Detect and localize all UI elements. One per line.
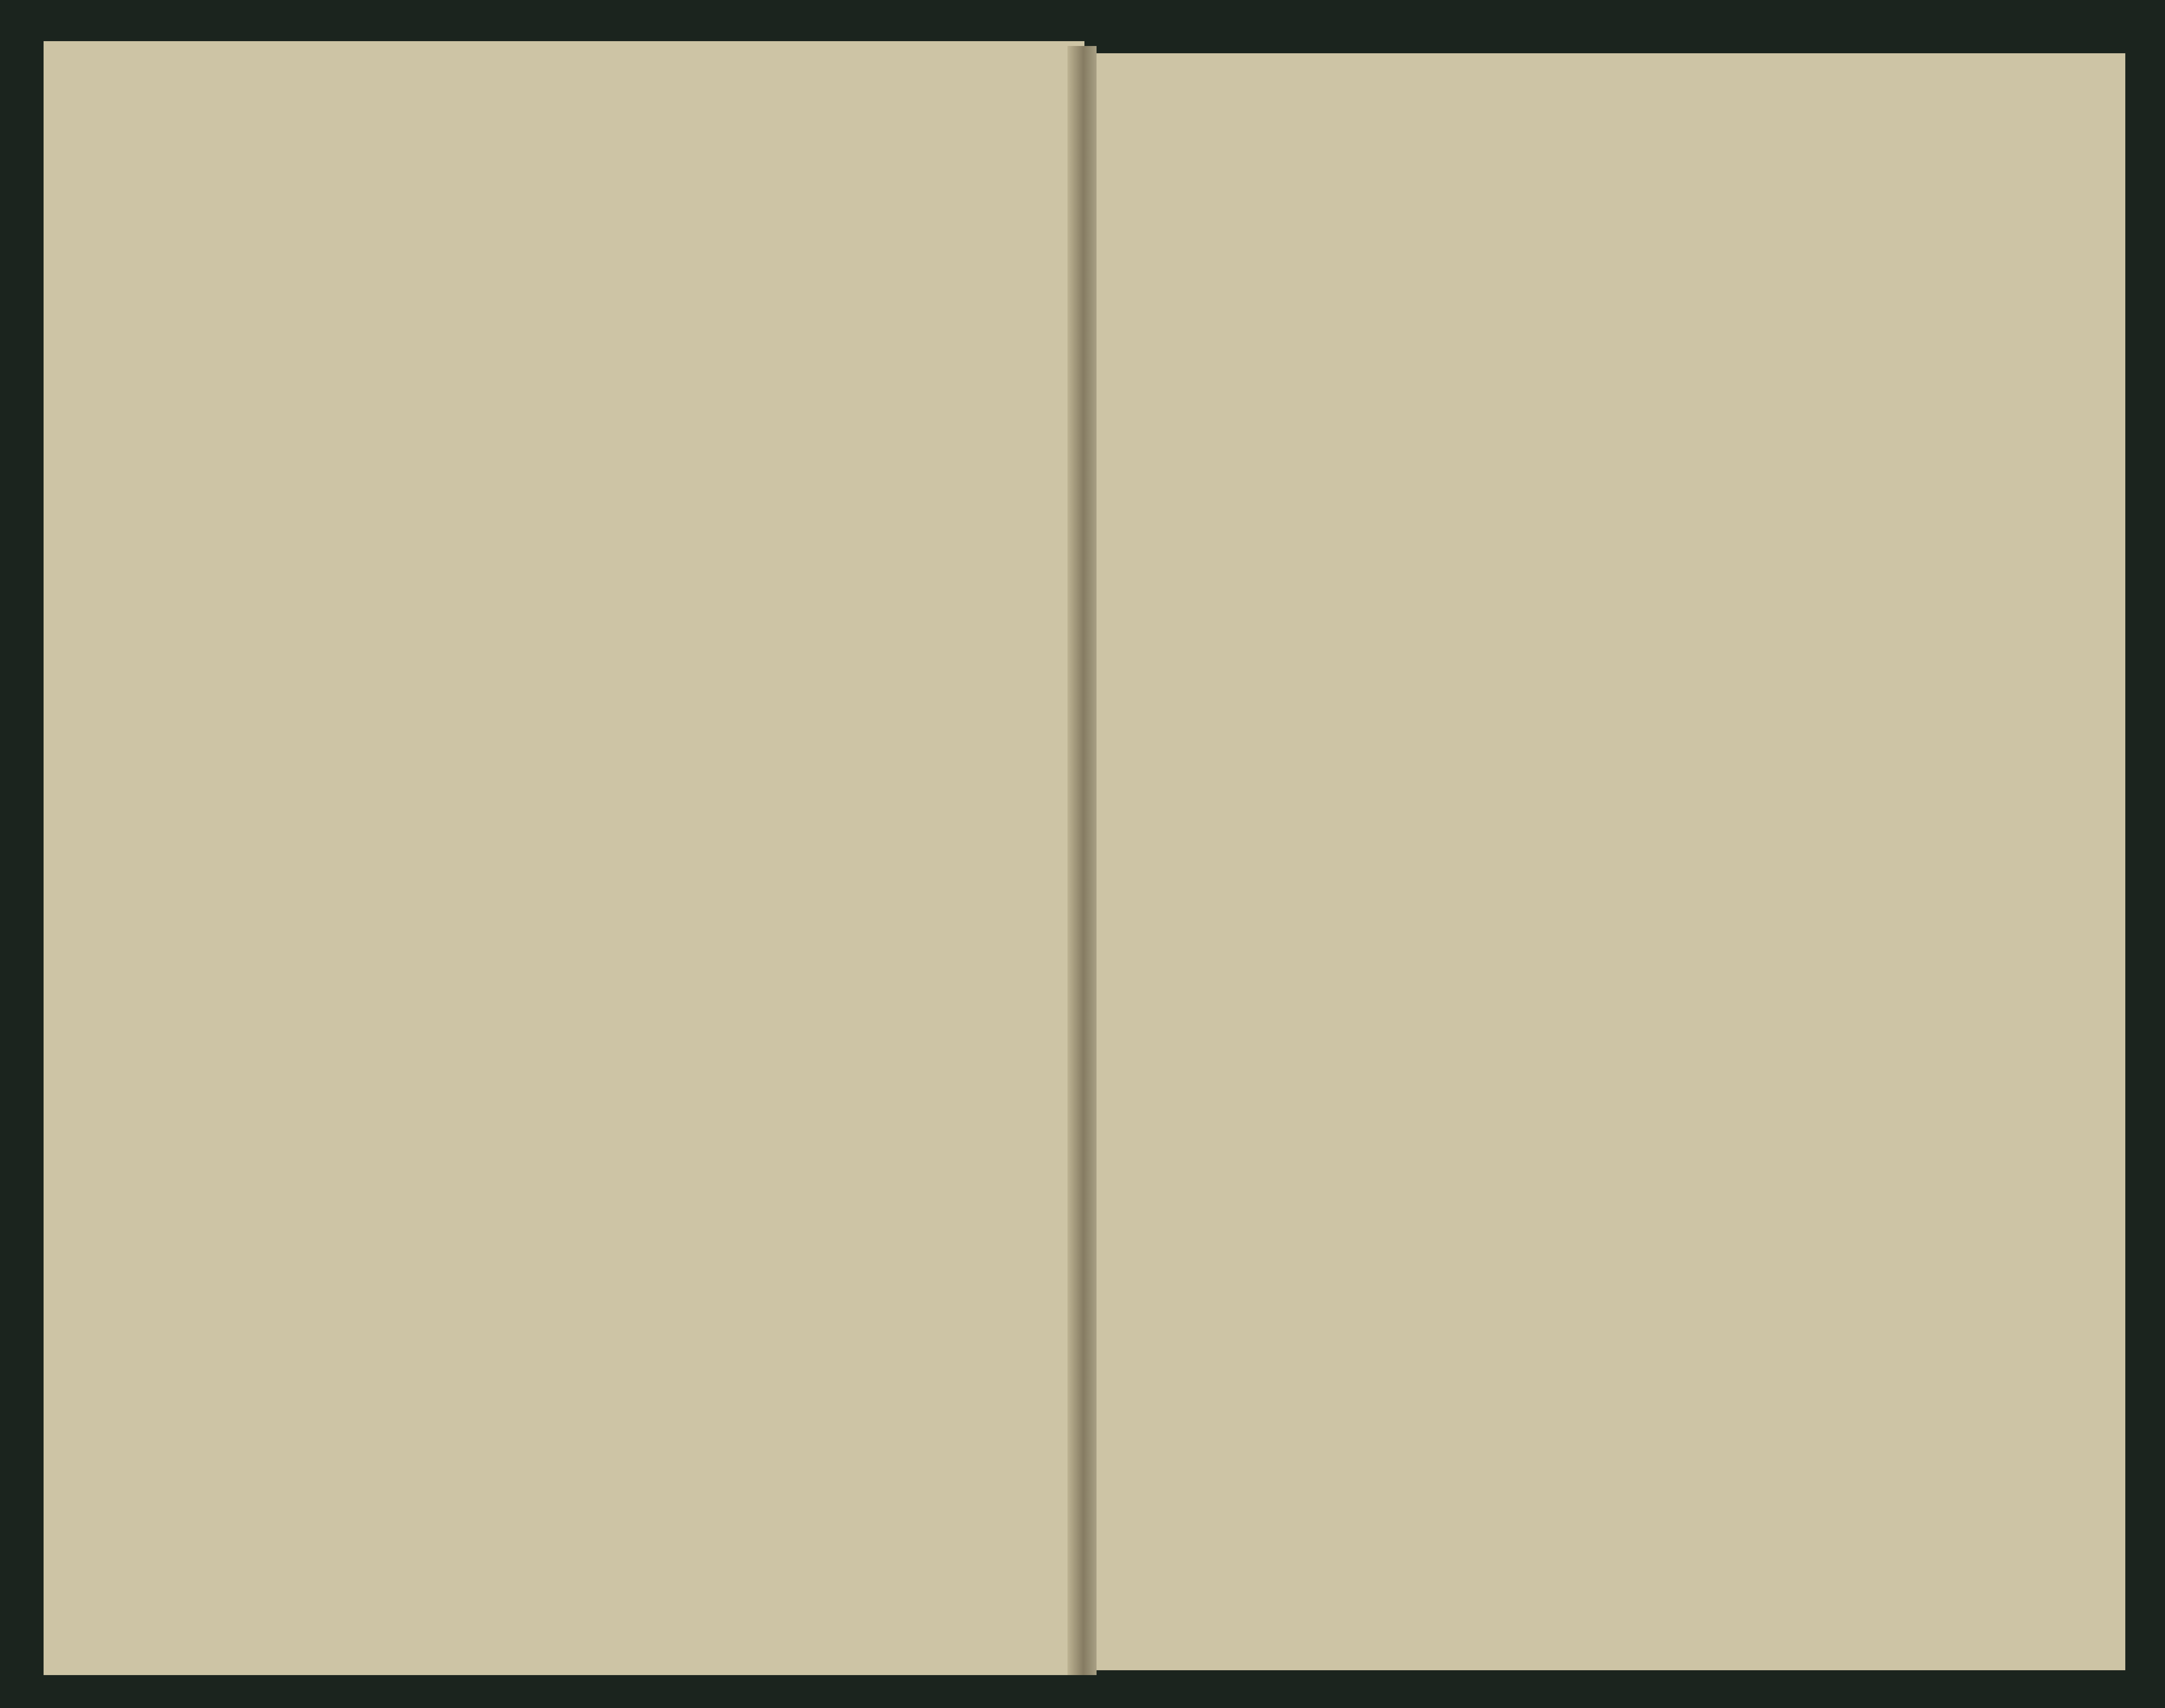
left-page — [44, 41, 1084, 1675]
right-page — [1080, 53, 2125, 1670]
book-fold — [1067, 46, 1097, 1675]
